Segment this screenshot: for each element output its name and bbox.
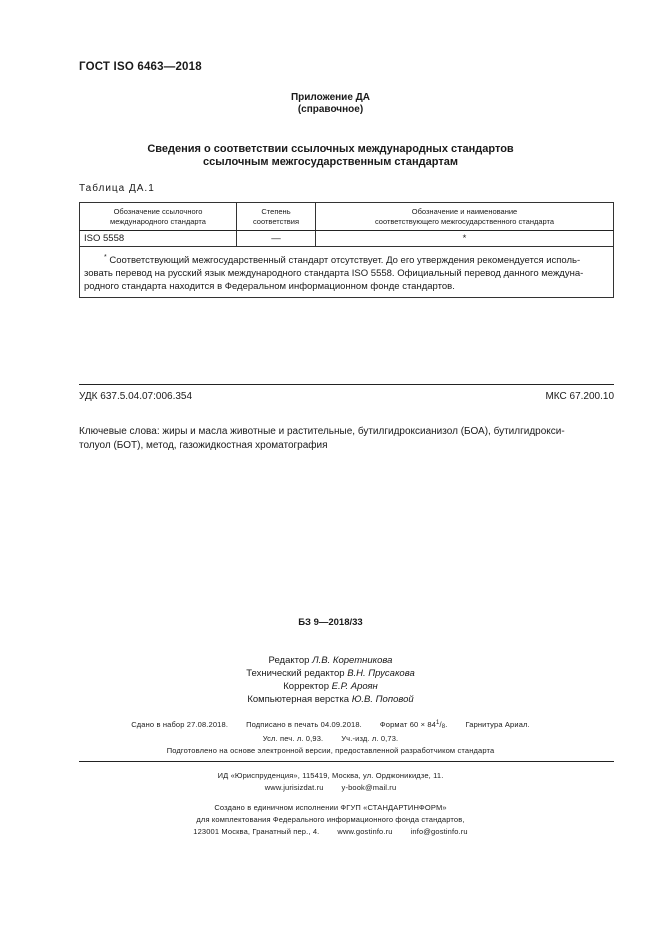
signed-date: Подписано в печать 04.09.2018. [246,720,362,729]
footnote-line-2: зовать перевод на русский язык международного стандарта ISO 5558. Официальный перевод данного междуна- [84,268,584,279]
header-degree [237,203,316,231]
staff-tech-editor [0,667,661,680]
bz-number: БЗ 9—2018/33 [298,617,363,628]
cell-intl-standard: ISO 5558 [80,231,237,247]
divider-bottom [79,761,614,762]
publish-sheets: Уч.-изд. л. 0,73. [341,734,399,743]
print-info-line-1: Сдано в набор 27.08.2018. Подписано в печать 04.09.2018. Формат $60 \times 84^1/_8$. Гарнитура Ариал. [131,720,530,730]
paper-format: Формат 60 × 84 [379,720,436,729]
keywords [79,425,614,453]
creator-contacts [0,826,661,838]
staff-name: Л.В. Коретникова [312,655,393,666]
table-note-row [80,247,614,298]
staff-role: Технический редактор [246,668,345,679]
creator-email: info@gostinfo.ru [410,827,468,836]
keywords-line-1: Ключевые слова: жиры и масла животные и растительные, бутилгидроксианизол (БОА), бутилгидрокси- [79,426,565,437]
header-intl-standard [80,203,237,231]
footnote-line-1 [84,251,609,267]
footnote-line-3: родного стандарта находится в Федеральном информационном фонде стандартов. [84,281,455,292]
table-row [80,231,614,247]
table-footnote [80,247,614,298]
header-intl-line-2: международного стандарта [110,216,206,226]
format-denominator: 8 [441,724,446,730]
staff-role: Редактор [268,655,310,666]
header-interstate-line-1: Обозначение и наименование [411,206,518,216]
publisher-email: y-book@mail.ru [341,783,397,792]
cell-degree: — [237,231,316,247]
mks-code: МКС 67.200.10 [545,391,614,402]
print-sheets: Усл. печ. л. 0,93. [262,734,324,743]
reference-standards-table [79,202,614,298]
publisher-website: www.jurisizdat.ru [264,783,324,792]
udk-code: УДК 637.5.04.07:006.354 [79,391,193,402]
header-interstate-standard [316,203,614,231]
staff-proofreader [0,680,661,693]
table-header-row [80,203,614,231]
typeset-date: Сдано в набор 27.08.2018. [131,720,229,729]
prepared-note: Подготовлено на основе электронной версии, предоставленной разработчиком стандарта [166,746,495,755]
footnote-marker: * [104,254,107,261]
staff-role: Компьютерная верстка [247,694,350,705]
creator-address: 123001 Москва, Гранатный пер., 4. [193,827,320,836]
format-suffix: . [445,720,448,729]
creator-website: www.gostinfo.ru [337,827,393,836]
format-numerator: 1 [435,720,440,726]
creator-line-1: Создано в единичном исполнении ФГУП «СТАНДАРТИНФОРМ» [214,803,447,812]
staff-editor [0,654,661,667]
section-title [0,143,661,169]
header-interstate-line-2: соответствующего межгосударственного стандарта [374,216,555,226]
section-title-line-1: Сведения о соответствии ссылочных международных стандартов [147,143,514,155]
footnote-text-1: Соответствующий межгосударственный стандарт отсутствует. До его утверждения рекомендуется исполь- [109,255,581,266]
section-title-line-2: ссылочным межгосударственным стандартам [203,156,458,168]
creator-info [0,802,661,826]
publisher-info [0,770,661,794]
staff-layout [0,693,661,706]
creator-line-2: для комплектования Федерального информационного фонда стандартов, [196,815,465,824]
header-degree-line-1: Степень [261,206,291,216]
keywords-line-2: толуол (БОТ), метод, газожидкостная хроматография [79,440,328,451]
print-info [0,717,661,745]
header-degree-line-2: соответствия [252,216,300,226]
appendix-subtitle: (справочное) [297,104,364,115]
editorial-staff [0,654,661,706]
print-info-line-2 [0,733,661,745]
typeface: Гарнитура Ариал. [465,720,530,729]
appendix-title: Приложение ДА [290,92,371,103]
publisher-address: ИД «Юриспруденция», 115419, Москва, ул. Орджоникидзе, 11. [217,771,444,780]
staff-name: В.Н. Прусакова [347,668,415,679]
divider-top [79,384,614,385]
document-id: ГОСТ ISO 6463—2018 [79,61,202,73]
staff-name: Е.Р. Ароян [331,681,378,692]
staff-role: Корректор [283,681,329,692]
table-caption: Таблица ДА.1 [79,183,155,194]
staff-name: Ю.В. Поповой [351,694,414,705]
publisher-contacts [0,782,661,794]
cell-interstate-standard: * [316,231,614,247]
appendix-heading [0,92,661,116]
header-intl-line-1: Обозначение ссылочного [113,206,203,216]
